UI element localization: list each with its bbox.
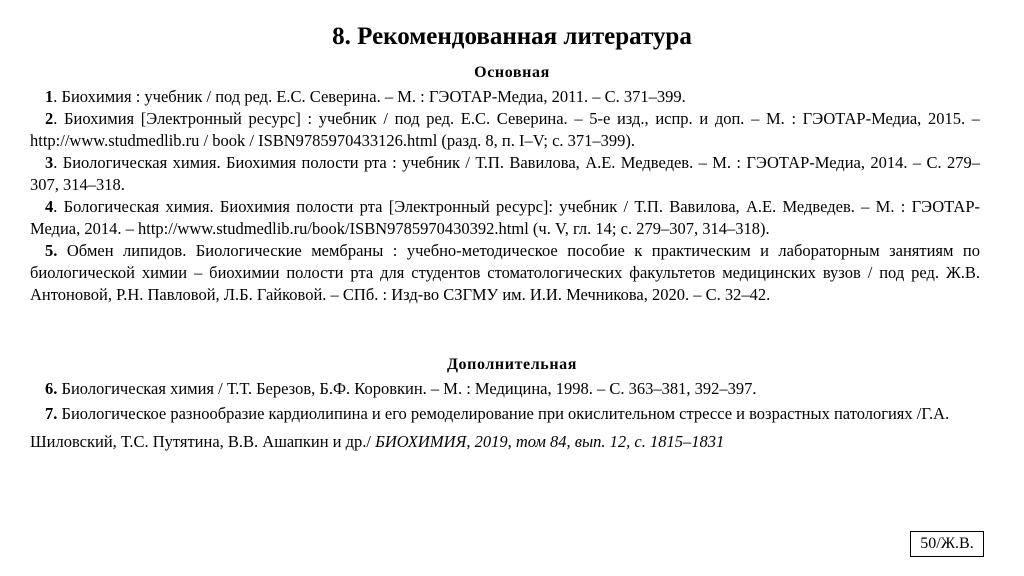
reference-number: 1 [45, 87, 54, 106]
reference-text: Биологическое разнообразие кардиолипина и его ремоделирование при окислительном стрессе и возрастных патологиях /Г.А. Шиловский, Т.С. Путятина, В.В. Ашапкин и др./ [30, 404, 950, 451]
reference-text: Обмен липидов. Биологические мембраны : учебно-методическое пособие к практическим и лабораторным занятиям по биологической химии – биохимии полости рта для студентов стоматологических факультетов медицинских вузов / под ред. Ж.В. Антоновой, Р.Н. Павловой, Л.Б. Гайковой. – СПб. : Изд-во СЗГМУ им. И.И. Мечникова, 2020. – С. 32–42. [30, 241, 980, 304]
reference-number: 4 [45, 197, 54, 216]
reference-text: . Биохимия [Электронный ресурс] : учебник / под ред. Е.С. Северина. – 5-е изд., испр. и доп. – М. : ГЭОТАР-Медиа, 2015. – http://www.studmedlib.ru / book / ISBN9785970433126.html (разд. 8, п. I–V; с. 371–399). [30, 109, 980, 150]
reference-number: 5. [45, 241, 58, 260]
reference-text: Биологическая химия / Т.Т. Березов, Б.Ф. Коровкин. – М. : Медицина, 1998. – С. 363–381, 392–397. [57, 379, 757, 398]
reference-item [30, 196, 980, 240]
reference-item [30, 108, 980, 152]
reference-item [30, 240, 980, 306]
reference-item [30, 400, 980, 456]
reference-number: 2 [45, 109, 54, 128]
section-heading-main: Основная [474, 64, 550, 81]
reference-list-main [30, 86, 980, 306]
reference-number: 3 [45, 153, 54, 172]
reference-text: . Биологическая химия. Биохимия полости рта : учебник / Т.П. Вавилова, А.Е. Медведев. – М. : ГЭОТАР-Медиа, 2014. – С. 279–307, 314–318. [30, 153, 980, 194]
page-title: 8. Рекомендованная литература [332, 23, 692, 50]
section-heading-extra: Дополнительная [446, 356, 578, 373]
reference-number: 6. [45, 379, 58, 398]
reference-item [30, 152, 980, 196]
reference-item [30, 378, 980, 400]
reference-journal: БИОХИМИЯ, 2019, том 84, вып. 12, с. 1815–1831 [375, 432, 725, 451]
reference-item [30, 86, 980, 108]
reference-number: 7. [45, 404, 58, 423]
page-number-badge: 50/Ж.В. [910, 531, 984, 557]
reference-text: . Биохимия : учебник / под ред. Е.С. Северина. – М. : ГЭОТАР-Медиа, 2011. – С. 371–399. [53, 87, 686, 106]
reference-text: . Бологическая химия. Биохимия полости рта [Электронный ресурс]: учебник / Т.П. Вавилова, А.Е. Медведев. – М. : ГЭОТАР-Медиа, 2014. – http://www.studmedlib.ru/book/ISBN9785970430392.html (ч. V, гл. 14; с. 279–307, 314–318). [30, 197, 980, 238]
reference-list-extra [30, 378, 980, 456]
